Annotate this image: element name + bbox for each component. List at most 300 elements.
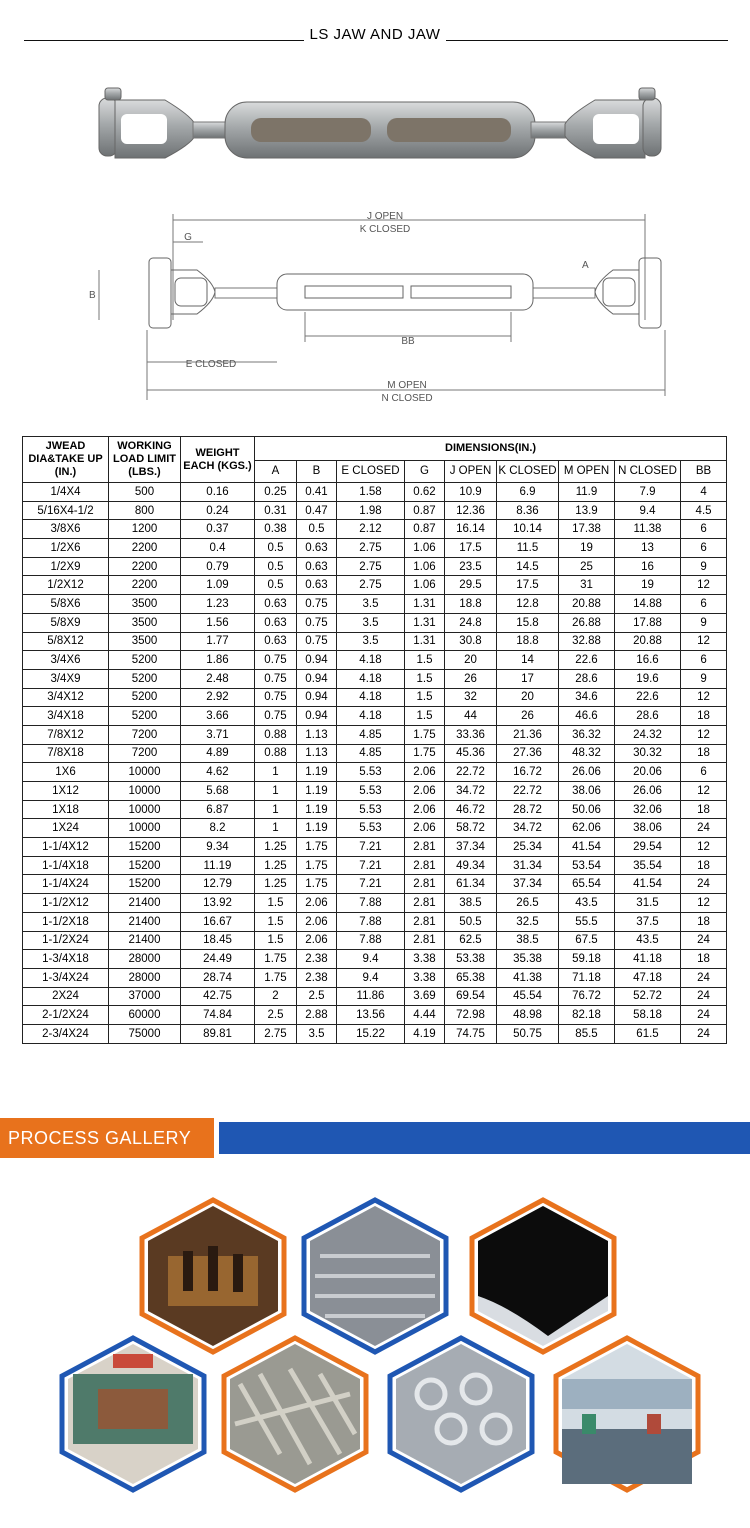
table-cell: 3500 [109, 632, 181, 651]
table-cell: 22.6 [559, 651, 615, 670]
table-cell: 10.9 [445, 483, 497, 502]
table-cell: 11.5 [497, 539, 559, 558]
table-cell: 13.92 [181, 894, 255, 913]
table-row [23, 651, 727, 670]
table-row [23, 483, 727, 502]
table-cell: 20.88 [615, 632, 681, 651]
table-cell: 2.06 [297, 894, 337, 913]
table-cell: 1.98 [337, 501, 405, 520]
table-row [23, 539, 727, 558]
table-cell: 24 [681, 875, 727, 894]
table-cell: 2.75 [337, 557, 405, 576]
header-n-closed: N CLOSED [615, 461, 681, 483]
table-cell: 18 [681, 744, 727, 763]
table-cell: 1-1/2X18 [23, 912, 109, 931]
table-cell: 2200 [109, 557, 181, 576]
table-cell: 28.6 [615, 707, 681, 726]
table-cell: 4.5 [681, 501, 727, 520]
table-cell: 2.06 [297, 931, 337, 950]
table-cell: 2.88 [297, 1006, 337, 1025]
table-cell: 7.21 [337, 875, 405, 894]
table-cell: 0.62 [405, 483, 445, 502]
table-cell: 1-3/4X18 [23, 950, 109, 969]
table-cell: 34.72 [445, 782, 497, 801]
header-thread: JWEAD DIA&TAKE UP (IN.) [23, 437, 109, 483]
table-cell: 1200 [109, 520, 181, 539]
table-cell: 15200 [109, 875, 181, 894]
table-cell: 0.87 [405, 501, 445, 520]
table-cell: 1-1/4X18 [23, 856, 109, 875]
drawing-body [277, 274, 533, 310]
table-cell: 5.53 [337, 763, 405, 782]
table-cell: 16.72 [497, 763, 559, 782]
table-cell: 4.44 [405, 1006, 445, 1025]
table-cell: 37.34 [445, 838, 497, 857]
table-cell: 28.6 [559, 669, 615, 688]
table-cell: 9 [681, 669, 727, 688]
header-g: G [405, 461, 445, 483]
table-cell: 10000 [109, 763, 181, 782]
table-cell: 46.6 [559, 707, 615, 726]
table-cell: 32.5 [497, 912, 559, 931]
label-a: A [582, 260, 589, 271]
table-cell: 3/8X6 [23, 520, 109, 539]
table-cell: 1.5 [405, 669, 445, 688]
table-row [23, 744, 727, 763]
table-row [23, 968, 727, 987]
table-cell: 1.09 [181, 576, 255, 595]
table-cell: 28.72 [497, 800, 559, 819]
table-cell: 1.31 [405, 632, 445, 651]
table-cell: 7200 [109, 744, 181, 763]
table-cell: 1.19 [297, 819, 337, 838]
table-cell: 16.6 [615, 651, 681, 670]
table-cell: 34.6 [559, 688, 615, 707]
table-cell: 1.5 [255, 912, 297, 931]
table-cell: 0.75 [297, 632, 337, 651]
table-cell: 2 [255, 987, 297, 1006]
table-row [23, 501, 727, 520]
body-shape [225, 102, 535, 158]
table-cell: 500 [109, 483, 181, 502]
table-cell: 5/8X12 [23, 632, 109, 651]
table-cell: 5200 [109, 651, 181, 670]
table-cell: 53.54 [559, 856, 615, 875]
table-cell: 2-3/4X24 [23, 1024, 109, 1043]
table-cell: 0.94 [297, 669, 337, 688]
table-cell: 9 [681, 613, 727, 632]
table-cell: 21.36 [497, 725, 559, 744]
table-cell: 18 [681, 912, 727, 931]
table-cell: 5200 [109, 688, 181, 707]
table-cell: 3500 [109, 613, 181, 632]
table-cell: 1.5 [405, 707, 445, 726]
table-cell: 12 [681, 838, 727, 857]
table-cell: 1-1/2X12 [23, 894, 109, 913]
table-cell: 0.75 [255, 651, 297, 670]
table-cell: 18.8 [445, 595, 497, 614]
header-bb: BB [681, 461, 727, 483]
table-cell: 12 [681, 688, 727, 707]
table-cell: 7.88 [337, 912, 405, 931]
table-cell: 29.5 [445, 576, 497, 595]
table-cell: 21400 [109, 931, 181, 950]
table-cell: 72.98 [445, 1006, 497, 1025]
table-cell: 6.87 [181, 800, 255, 819]
table-cell: 49.34 [445, 856, 497, 875]
table-cell: 14.88 [615, 595, 681, 614]
table-row [23, 1006, 727, 1025]
table-cell: 0.75 [297, 613, 337, 632]
table-cell: 61.5 [615, 1024, 681, 1043]
header-j-open: J OPEN [445, 461, 497, 483]
table-cell: 6 [681, 651, 727, 670]
table-cell: 6 [681, 595, 727, 614]
table-cell: 10.14 [497, 520, 559, 539]
table-cell: 0.16 [181, 483, 255, 502]
table-cell: 38.5 [497, 931, 559, 950]
table-cell: 24 [681, 968, 727, 987]
table-cell: 3500 [109, 595, 181, 614]
table-cell: 0.5 [255, 539, 297, 558]
table-cell: 85.5 [559, 1024, 615, 1043]
table-cell: 12.79 [181, 875, 255, 894]
table-cell: 71.18 [559, 968, 615, 987]
table-cell: 38.06 [559, 782, 615, 801]
table-cell: 2X24 [23, 987, 109, 1006]
table-cell: 6 [681, 520, 727, 539]
table-cell: 20 [445, 651, 497, 670]
table-row [23, 782, 727, 801]
table-cell: 3.5 [337, 595, 405, 614]
table-cell: 1.06 [405, 576, 445, 595]
table-cell: 3.5 [297, 1024, 337, 1043]
table-cell: 0.41 [297, 483, 337, 502]
table-cell: 5/8X9 [23, 613, 109, 632]
header [0, 0, 750, 60]
table-cell: 1.56 [181, 613, 255, 632]
table-cell: 24.8 [445, 613, 497, 632]
table-cell: 41.18 [615, 950, 681, 969]
table-cell: 26 [445, 669, 497, 688]
table-cell: 58.18 [615, 1006, 681, 1025]
table-cell: 0.88 [255, 744, 297, 763]
table-cell: 41.54 [615, 875, 681, 894]
table-row [23, 931, 727, 950]
table-cell: 0.75 [297, 595, 337, 614]
table-cell: 67.5 [559, 931, 615, 950]
table-cell: 0.75 [255, 669, 297, 688]
table-cell: 48.98 [497, 1006, 559, 1025]
table-cell: 62.5 [445, 931, 497, 950]
table-cell: 38.5 [445, 894, 497, 913]
table-cell: 2.81 [405, 875, 445, 894]
table-cell: 3.69 [405, 987, 445, 1006]
table-cell: 2.06 [405, 782, 445, 801]
table-cell: 8.2 [181, 819, 255, 838]
table-cell: 1 [255, 800, 297, 819]
label-n-closed: N CLOSED [381, 393, 433, 404]
table-cell: 38.06 [615, 819, 681, 838]
table-cell: 37.5 [615, 912, 681, 931]
table-cell: 0.31 [255, 501, 297, 520]
galvanizing-machine-photo [58, 1334, 208, 1494]
table-cell: 20.88 [559, 595, 615, 614]
table-cell: 1-1/2X24 [23, 931, 109, 950]
table-cell: 4.19 [405, 1024, 445, 1043]
table-cell: 19.6 [615, 669, 681, 688]
label-bb: BB [401, 336, 415, 347]
label-b: B [89, 290, 96, 301]
table-cell: 1.25 [255, 875, 297, 894]
gallery-banner-bar [219, 1122, 750, 1154]
table-cell: 1.5 [255, 931, 297, 950]
table-cell: 0.63 [297, 576, 337, 595]
table-cell: 14.5 [497, 557, 559, 576]
table-cell: 0.38 [255, 520, 297, 539]
table-cell: 2200 [109, 576, 181, 595]
table-cell: 1/2X12 [23, 576, 109, 595]
table-cell: 7.21 [337, 838, 405, 857]
table-cell: 10000 [109, 782, 181, 801]
table-cell: 46.72 [445, 800, 497, 819]
table-cell: 2.5 [255, 1006, 297, 1025]
table-cell: 12.8 [497, 595, 559, 614]
table-cell: 13.56 [337, 1006, 405, 1025]
table-cell: 26.88 [559, 613, 615, 632]
table-cell: 0.37 [181, 520, 255, 539]
table-cell: 1 [255, 763, 297, 782]
table-cell: 1.19 [297, 782, 337, 801]
table-cell: 13.9 [559, 501, 615, 520]
table-cell: 27.36 [497, 744, 559, 763]
table-cell: 18.45 [181, 931, 255, 950]
table-cell: 36.32 [559, 725, 615, 744]
table-cell: 1-3/4X24 [23, 968, 109, 987]
table-cell: 21400 [109, 894, 181, 913]
table-cell: 1.25 [255, 838, 297, 857]
table-cell: 12 [681, 725, 727, 744]
table-cell: 1.86 [181, 651, 255, 670]
table-cell: 59.18 [559, 950, 615, 969]
table-row [23, 819, 727, 838]
table-cell: 0.94 [297, 651, 337, 670]
table-cell: 50.5 [445, 912, 497, 931]
table-cell: 37.34 [497, 875, 559, 894]
table-cell: 5.53 [337, 800, 405, 819]
table-cell: 60000 [109, 1006, 181, 1025]
table-row [23, 856, 727, 875]
table-cell: 9.34 [181, 838, 255, 857]
table-cell: 41.38 [497, 968, 559, 987]
table-cell: 7/8X12 [23, 725, 109, 744]
table-cell: 0.88 [255, 725, 297, 744]
table-cell: 5.53 [337, 782, 405, 801]
table-cell: 42.75 [181, 987, 255, 1006]
factory-floor-photo [552, 1334, 702, 1494]
table-cell: 2.81 [405, 856, 445, 875]
table-cell: 0.63 [255, 613, 297, 632]
table-cell: 1.23 [181, 595, 255, 614]
table-cell: 22.72 [497, 782, 559, 801]
table-row [23, 669, 727, 688]
table-row [23, 800, 727, 819]
table-cell: 33.36 [445, 725, 497, 744]
table-cell: 15.22 [337, 1024, 405, 1043]
table-cell: 16.14 [445, 520, 497, 539]
table-cell: 1.13 [297, 725, 337, 744]
table-cell: 7.88 [337, 931, 405, 950]
steel-parts-tray-photo [300, 1196, 450, 1356]
table-cell: 30.8 [445, 632, 497, 651]
table-cell: 3/4X18 [23, 707, 109, 726]
table-cell: 7/8X18 [23, 744, 109, 763]
table-cell: 47.18 [615, 968, 681, 987]
table-cell: 17.88 [615, 613, 681, 632]
table-cell: 1.75 [405, 725, 445, 744]
table-cell: 5200 [109, 669, 181, 688]
label-m-open: M OPEN [387, 380, 427, 391]
table-cell: 1.75 [405, 744, 445, 763]
table-cell: 1.75 [297, 856, 337, 875]
table-cell: 18.8 [497, 632, 559, 651]
table-cell: 3.38 [405, 950, 445, 969]
table-row [23, 894, 727, 913]
table-cell: 18 [681, 950, 727, 969]
table-cell: 2.06 [405, 800, 445, 819]
header-k-closed: K CLOSED [497, 461, 559, 483]
table-cell: 1.5 [405, 651, 445, 670]
table-row [23, 763, 727, 782]
table-cell: 0.24 [181, 501, 255, 520]
table-cell: 4.18 [337, 651, 405, 670]
table-cell: 24.49 [181, 950, 255, 969]
gallery-title: PROCESS GALLERY [0, 1118, 214, 1158]
table-cell: 16.67 [181, 912, 255, 931]
label-e-closed: E CLOSED [185, 359, 237, 370]
table-cell: 22.72 [445, 763, 497, 782]
table-cell: 24 [681, 987, 727, 1006]
table-cell: 12.36 [445, 501, 497, 520]
table-cell: 12 [681, 894, 727, 913]
table-cell: 2.06 [405, 819, 445, 838]
table-cell: 52.72 [615, 987, 681, 1006]
table-cell: 37000 [109, 987, 181, 1006]
table-cell: 12 [681, 576, 727, 595]
table-cell: 44 [445, 707, 497, 726]
table-cell: 1-1/4X24 [23, 875, 109, 894]
header-e-closed: E CLOSED [337, 461, 405, 483]
table-cell: 0.5 [255, 576, 297, 595]
drawing-left-jaw [149, 258, 215, 328]
table-row [23, 875, 727, 894]
table-cell: 1.13 [297, 744, 337, 763]
table-cell: 29.54 [615, 838, 681, 857]
table-cell: 28000 [109, 968, 181, 987]
table-cell: 1 [255, 782, 297, 801]
table-cell: 3.5 [337, 613, 405, 632]
right-jaw-shape [565, 88, 661, 158]
spec-table [22, 436, 727, 1044]
table-cell: 19 [559, 539, 615, 558]
table-cell: 32.06 [615, 800, 681, 819]
table-cell: 1X6 [23, 763, 109, 782]
table-cell: 31 [559, 576, 615, 595]
table-cell: 1.5 [405, 688, 445, 707]
table-row [23, 950, 727, 969]
label-g: G [184, 232, 192, 243]
table-cell: 800 [109, 501, 181, 520]
gallery-banner [0, 1118, 750, 1158]
table-cell: 4.18 [337, 707, 405, 726]
table-cell: 8.36 [497, 501, 559, 520]
table-cell: 45.36 [445, 744, 497, 763]
table-row [23, 707, 727, 726]
table-cell: 0.63 [297, 539, 337, 558]
table-cell: 62.06 [559, 819, 615, 838]
table-cell: 4.62 [181, 763, 255, 782]
table-cell: 1.19 [297, 763, 337, 782]
table-cell: 20.06 [615, 763, 681, 782]
table-cell: 1/2X9 [23, 557, 109, 576]
table-cell: 12 [681, 632, 727, 651]
table-cell: 25.34 [497, 838, 559, 857]
header-dimensions: DIMENSIONS(IN.) [255, 437, 727, 461]
table-cell: 3/4X9 [23, 669, 109, 688]
table-row [23, 838, 727, 857]
table-cell: 10000 [109, 800, 181, 819]
table-cell: 0.94 [297, 707, 337, 726]
table-cell: 26 [497, 707, 559, 726]
table-cell: 1/4X4 [23, 483, 109, 502]
table-cell: 2.12 [337, 520, 405, 539]
table-cell: 69.54 [445, 987, 497, 1006]
table-cell: 32 [445, 688, 497, 707]
table-cell: 50.75 [497, 1024, 559, 1043]
table-cell: 2.81 [405, 931, 445, 950]
table-cell: 1.31 [405, 595, 445, 614]
table-cell: 0.75 [255, 707, 297, 726]
table-cell: 25 [559, 557, 615, 576]
table-cell: 74.75 [445, 1024, 497, 1043]
table-cell: 1.58 [337, 483, 405, 502]
table-cell: 2.38 [297, 950, 337, 969]
table-cell: 32.88 [559, 632, 615, 651]
table-cell: 1 [255, 819, 297, 838]
table-cell: 1.31 [405, 613, 445, 632]
label-k-closed: K CLOSED [359, 224, 411, 235]
table-cell: 65.38 [445, 968, 497, 987]
table-cell: 9 [681, 557, 727, 576]
table-row [23, 1024, 727, 1043]
table-cell: 1X18 [23, 800, 109, 819]
table-cell: 13 [615, 539, 681, 558]
table-cell: 24.32 [615, 725, 681, 744]
table-cell: 35.54 [615, 856, 681, 875]
table-cell: 26.06 [559, 763, 615, 782]
table-cell: 3.38 [405, 968, 445, 987]
table-cell: 24 [681, 1006, 727, 1025]
header-weight: WEIGHT EACH (KGS.) [181, 437, 255, 483]
table-cell: 75000 [109, 1024, 181, 1043]
table-cell: 17.38 [559, 520, 615, 539]
eye-bolts-pile-photo [386, 1334, 536, 1494]
table-cell: 18 [681, 707, 727, 726]
table-cell: 0.4 [181, 539, 255, 558]
table-cell: 2.92 [181, 688, 255, 707]
table-cell: 1/2X6 [23, 539, 109, 558]
left-jaw-shape [99, 88, 195, 158]
